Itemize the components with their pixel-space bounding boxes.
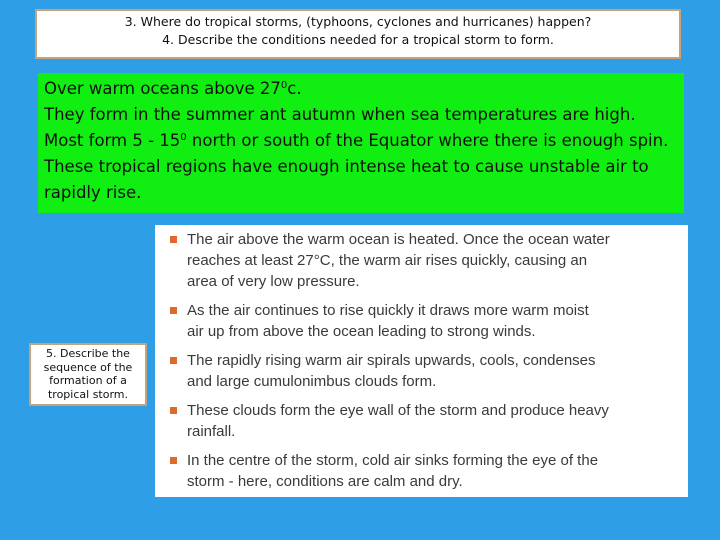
square-bullet-icon [170,457,177,464]
formation-steps-panel [155,225,688,497]
questions-box [35,9,681,59]
answer-line-1-text: Over warm oceans above 27 [44,79,281,98]
square-bullet-icon [170,357,177,364]
step-line: air up from above the ocean leading to strong winds. [187,323,536,340]
question-3: 3. Where do tropical storms, (typhoons, cyclones and hurricanes) happen? [124,14,592,29]
side-question-line-3: formation of a [49,374,127,387]
step-line: area of very low pressure. [187,273,360,290]
step-line: The rapidly rising warm air spirals upwards, cools, condenses [187,352,596,369]
degree-superscript: 0 [280,80,288,91]
step-line: The air above the warm ocean is heated. Once the ocean water [187,231,610,248]
step-text [187,300,687,342]
step-line: In the centre of the storm, cold air sinks forming the eye of the [187,452,599,469]
square-bullet-icon [170,307,177,314]
answer-line-4: These tropical regions have enough intense heat to cause unstable air to [44,157,649,176]
answer-box [38,73,684,213]
step-text [187,350,687,392]
answer-line-5: rapidly rise. [44,183,142,202]
question-4: 4. Describe the conditions needed for a tropical storm to form. [162,32,554,47]
step-line: As the air continues to rise quickly it draws more warm moist [187,302,589,319]
step-line: and large cumulonimbus clouds form. [187,373,437,390]
degree-superscript: 0 [180,132,187,143]
step-line: storm - here, conditions are calm and dry. [187,473,463,490]
answer-line-1-unit: c. [287,79,302,98]
answer-line-1 [44,76,678,102]
side-question-line-1: 5. Describe the [46,347,130,360]
side-question-line-2: sequence of the [43,360,133,374]
square-bullet-icon [170,236,177,243]
step-line: rainfall. [187,423,236,440]
step-text [187,229,687,292]
step-line: These clouds form the eye wall of the storm and produce heavy [187,402,609,419]
step-text [187,400,687,442]
answer-line-3-rest: north or south of the Equator where there is enough spin. [186,131,669,150]
side-question-box [29,343,147,406]
side-question-line-4: tropical storm. [47,387,129,401]
step-line: reaches at least 27°C, the warm air rises quickly, causing an [187,252,588,269]
answer-line-3 [44,128,678,154]
square-bullet-icon [170,407,177,414]
answer-line-2: They form in the summer ant autumn when sea temperatures are high. [44,105,636,124]
answer-line-3-text: Most form 5 - 15 [44,131,181,150]
step-text [187,450,687,492]
